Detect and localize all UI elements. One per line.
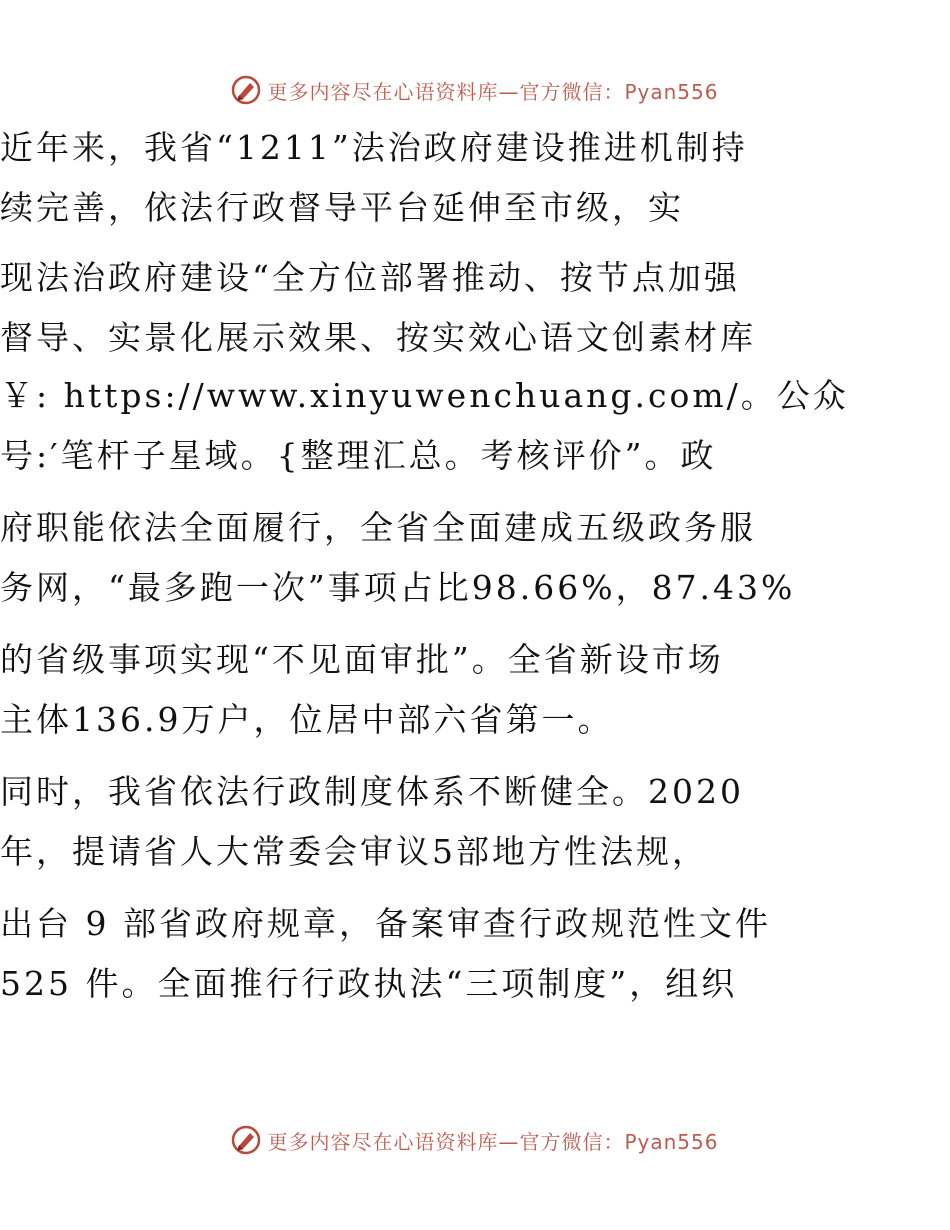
body-line: 号:′笔杆子星域。{整理汇总。考核评价”。政 [0, 436, 717, 475]
header-watermark-text: 更多内容尽在心语资料库—官方微信：Pyan556 [267, 79, 719, 104]
body-line: 督导、实景化展示效果、按实效心语文创素材库 [0, 318, 756, 357]
body-line: 续完善，依法行政督导平台延伸至市级，实 [0, 188, 684, 227]
body-line: 同时，我省依法行政制度体系不断健全。2020 [0, 772, 744, 811]
body-line: 主体136.9万户，位居中部六省第一。 [0, 700, 614, 739]
body-line: 出台 9 部省政府规章，备案审查行政规范性文件 [0, 904, 771, 943]
body-line: 现法治政府建设“全方位部署推动、按节点加强 [0, 258, 740, 297]
body-line: 务网，“最多跑一次”事项占比98.66%，87.43% [0, 568, 796, 607]
body-line: 的省级事项实现“不见面审批”。全省新设市场 [0, 640, 724, 679]
body-line: 525 件。全面推行行政执法“三项制度”，组织 [0, 964, 738, 1003]
footer-watermark-banner [0, 1120, 950, 1160]
body-line: 府职能依法全面履行，全省全面建成五级政务服 [0, 508, 756, 547]
body-line: 近年来，我省“1211”法治政府建设推进机制持 [0, 128, 748, 167]
body-line: ￥: https://www.xinyuwenchuang.com/。公众 [0, 376, 849, 415]
header-watermark-banner [0, 70, 950, 110]
pen-logo-icon [231, 1125, 261, 1155]
pen-logo-icon [231, 75, 261, 105]
footer-watermark-text: 更多内容尽在心语资料库—官方微信：Pyan556 [267, 1129, 719, 1154]
body-line: 年，提请省人大常委会审议5部地方性法规， [0, 832, 708, 871]
